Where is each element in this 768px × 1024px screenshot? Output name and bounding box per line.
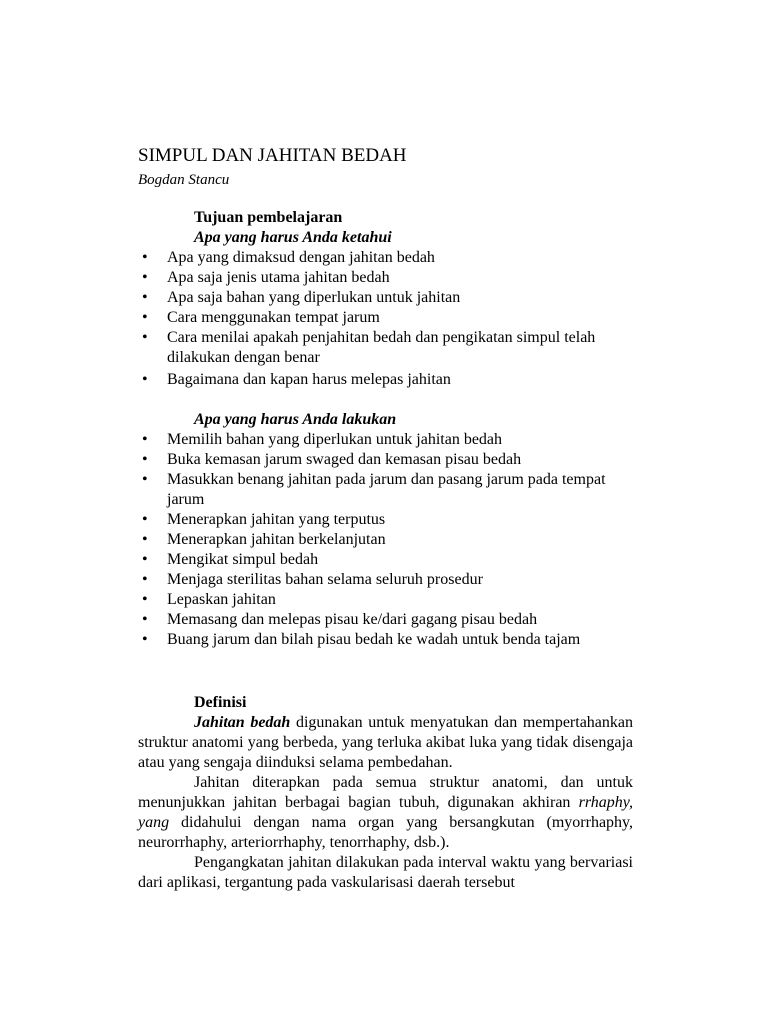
paragraph-text: didahului dengan nama organ yang bersangkutan (myorrhaphy, neurorrhaphy, arteriorrhaphy, tenorrhaphy, dsb.). (138, 814, 633, 851)
list-item: • Apa saja jenis utama jahitan bedah (138, 268, 633, 288)
list-item: • Apa saja bahan yang diperlukan untuk jahitan (138, 288, 633, 308)
objectives-section (138, 208, 633, 390)
list-item: • Bagaimana dan kapan harus melepas jahitan (138, 370, 633, 390)
know-heading: Apa yang harus Anda ketahui (194, 229, 392, 246)
definition-section (138, 693, 633, 893)
suffix-term: rrhaphy, yang (138, 794, 633, 831)
list-item: • Masukkan benang jahitan pada jarum dan pasang jarum pada tempat jarum (138, 470, 633, 510)
definition-heading: Definisi (194, 694, 247, 711)
do-list (138, 430, 633, 650)
know-list (138, 248, 633, 390)
skills-section (138, 410, 633, 650)
definition-paragraph-3: Pengangkatan jahitan dilakukan pada interval waktu yang bervariasi dari aplikasi, tergantung pada vaskularisasi daerah tersebut (138, 854, 633, 891)
author-name: Bogdan Stancu (138, 172, 230, 188)
list-item: • Apa yang dimaksud dengan jahitan bedah (138, 248, 633, 268)
list-item: • Menjaga sterilitas bahan selama seluruh prosedur (138, 570, 633, 590)
list-item: • Memilih bahan yang diperlukan untuk jahitan bedah (138, 430, 633, 450)
document-title: SIMPUL DAN JAHITAN BEDAH (138, 145, 407, 166)
objectives-heading: Tujuan pembelajaran (194, 209, 343, 226)
do-heading: Apa yang harus Anda lakukan (194, 411, 397, 428)
paragraph-text: Jahitan diterapkan pada semua struktur anatomi, dan untuk menunjukkan jahitan berbagai bagian tubuh, digunakan akhiran (138, 774, 633, 811)
list-item: • Menerapkan jahitan berkelanjutan (138, 530, 633, 550)
list-item: • Buka kemasan jarum swaged dan kemasan pisau bedah (138, 450, 633, 470)
list-item: • Memasang dan melepas pisau ke/dari gagang pisau bedah (138, 610, 633, 630)
definition-paragraph-1 (138, 713, 633, 773)
list-item: • Lepaskan jahitan (138, 590, 633, 610)
list-item: • Menerapkan jahitan yang terputus (138, 510, 633, 530)
definition-paragraph-2 (138, 773, 633, 853)
paragraph-text: digunakan untuk menyatukan dan mempertahankan struktur anatomi yang berbeda, yang terluka akibat luka yang tidak disengaja atau yang sengaja diinduksi selama pembedahan. (138, 714, 633, 771)
defined-term: Jahitan bedah (194, 714, 291, 731)
list-item: • Mengikat simpul bedah (138, 550, 633, 570)
list-item: • Cara menilai apakah penjahitan bedah dan pengikatan simpul telah dilakukan dengan benar (138, 328, 633, 368)
list-item: • Cara menggunakan tempat jarum (138, 308, 633, 328)
list-item: • Buang jarum dan bilah pisau bedah ke wadah untuk benda tajam (138, 630, 633, 650)
